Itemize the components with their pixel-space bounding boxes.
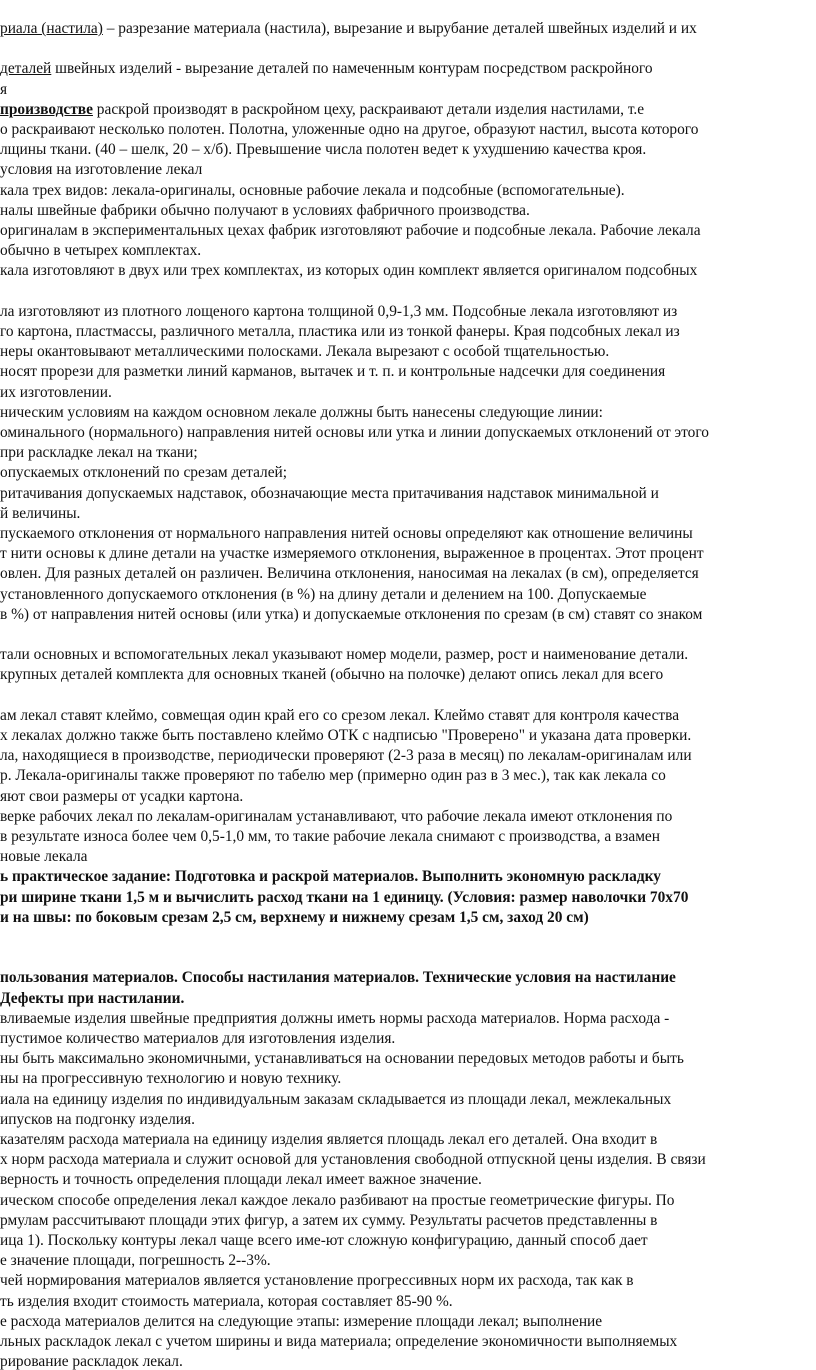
line-text: ам лекал ставят клеймо, совмещая один край его со срезом лекал. Клеймо ставят для контроля качества (0, 706, 680, 724)
text-line (0, 846, 87, 869)
line-text: опускаемых отклонений по срезам деталей; (0, 464, 288, 482)
line-text: и на швы: по боковым срезам 2,5 см, верхнему и нижнему срезам 1,5 см, заход 20 см) (0, 908, 589, 926)
line-text: лщины ткани. (40 – шелк, 20 – х/б). Превышение числа полотен ведет к ухудшению качества кроя. (0, 141, 647, 159)
underlined-term: риала (настила) (0, 20, 103, 37)
line-text: крупных деталей комплекта для основных тканей (обычно на полочке) делают опись лекал для всего (0, 666, 664, 684)
text-line (0, 604, 702, 627)
underlined-term: деталей (0, 60, 52, 78)
line-text: рирование раскладок лекал. (0, 1353, 183, 1370)
text-line (0, 260, 697, 283)
text-line (0, 1291, 453, 1314)
line-text: ри ширине ткани 1,5 м и вычислить расход ткани на 1 единицу. (Условия: размер наволочки 70х70 (0, 888, 689, 906)
line-text: т нити основы к длине детали на участке измеряемого отклонения, выраженное в процентах. Этот процент (0, 545, 704, 563)
text-line (0, 705, 679, 728)
text-line (0, 786, 243, 809)
line-text: условия на изготовление лекал (0, 161, 203, 179)
line-text: казателям расхода материала на единицу изделия является площадь лекал его деталей. Она входит в (0, 1131, 658, 1148)
text-line (0, 79, 7, 102)
line-text: ическом способе определения лекал каждое лекало разбивают на простые геометрические фигуры. По (0, 1191, 675, 1209)
text-line (0, 1169, 482, 1192)
line-text: установленного допускаемого отклонения (в %) на длину детали и делением на 100. Допускаемые (0, 585, 647, 603)
text-line (0, 1190, 674, 1213)
line-text: ны быть максимально экономичными, устанавливаться на основании передовых методов работы и быть (0, 1050, 684, 1068)
line-text: иала на единицу изделия по индивидуальным заказам складывается из площади лекал, межлекальных (0, 1090, 672, 1108)
line-text: овлен. Для разных деталей он различен. Величина отклонения, наносимая на лекалах (в см), определяется (0, 565, 699, 583)
line-text: при раскладке лекал на ткани; (0, 444, 198, 462)
line-text: ны на прогрессивную технологию и новую технику. (0, 1070, 342, 1088)
line-text: ла изготовляют из плотного лощеного картона толщиной 0,9-1,3 мм. Подсобные лекала изготовляют из (0, 302, 678, 320)
text-line (0, 988, 184, 1011)
text-line (0, 382, 112, 405)
line-text: оминального (нормального) направления нитей основы или утка и линии допускаемых отклонений от этого (0, 424, 709, 441)
text-line (0, 887, 688, 910)
text-line (0, 644, 688, 667)
line-text: швейных изделий - вырезание деталей по намеченным контурам посредством раскройного (51, 60, 653, 78)
line-text: оригиналам в экспериментальных цехах фабрик изготовляют рабочие и подсобные лекала. Рабочие лекала (0, 222, 701, 239)
line-text: Дефекты при настилании. (0, 989, 185, 1007)
text-line (0, 563, 699, 586)
line-text: кала изготовляют в двух или трех комплектах, из которых один комплект является оригиналом подсобных (0, 262, 698, 280)
text-line (0, 1149, 706, 1172)
text-line (0, 200, 530, 223)
line-text: льных раскладок лекал с учетом ширины и вида материала; определение экономичности выполняемых (0, 1333, 678, 1350)
line-text: ритачивания допускаемых надставок, обозначающие места притачивания надставок минимальной и (0, 484, 659, 502)
line-text: носят прорези для разметки линий карманов, вытачек и т. п. и контрольные надсечки для соединения (0, 363, 666, 381)
text-line (0, 341, 609, 364)
line-text: х норм расхода материала и служит основой для установления свободной отпускной цены изделия. В связи (0, 1151, 706, 1169)
line-text: ипусков на подгонку изделия. (0, 1110, 195, 1128)
line-text: ть изделия входит стоимость материала, которая составляет 85-90 %. (0, 1292, 453, 1310)
text-line (0, 1048, 684, 1071)
line-text: го картона, пластмассы, различного металла, пластика или из тонкой фанеры. Края подсобных лекал из (0, 323, 680, 340)
text-line (0, 18, 697, 41)
line-text: пользования материалов. Способы настилания материалов. Технические условия на настилание (0, 969, 676, 987)
line-text: вливаемые изделия швейные предприятия должны иметь нормы расхода материалов. Норма расхода - (0, 1009, 670, 1027)
text-line (0, 402, 603, 425)
line-text: е значение площади, погрешность 2--3%. (0, 1252, 271, 1270)
line-text: ла, находящиеся в производстве, периодически проверяют (2-3 раза в месяц) по лекалам-оригиналам или (0, 747, 692, 765)
line-text: кала трех видов: лекала-оригиналы, основные рабочие лекала и подсобные (вспомогательные). (0, 181, 625, 199)
underlined-term: производстве (0, 100, 93, 118)
text-line (0, 361, 665, 384)
text-line (0, 584, 646, 607)
text-line (0, 765, 666, 788)
line-text: в результате износа более чем 0,5-1,0 мм, то такие рабочие лекала снимают с производства, а взамен (0, 828, 660, 845)
text-line (0, 745, 692, 768)
text-line (0, 58, 653, 81)
line-text: обычно в четырех комплектах. (0, 242, 202, 260)
text-line (0, 907, 589, 930)
text-line (0, 826, 660, 849)
text-line (0, 483, 659, 506)
line-text: пустимое количество материалов для изготовления изделия. (0, 1030, 396, 1047)
text-line (0, 301, 677, 324)
line-text: их изготовлении. (0, 383, 112, 401)
line-text: пускаемого отклонения от нормального направления нитей основы определяют как отношение величины (0, 525, 693, 542)
line-text: раскрой производят в раскройном цеху, раскраивают детали изделия настилами, т.е (92, 100, 645, 118)
text-line (0, 1089, 671, 1112)
text-line (0, 664, 663, 687)
line-text: неры окантовывают металлическими полосками. Лекала вырезают с особой тщательностью. (0, 343, 610, 361)
line-text: й величины. (0, 504, 81, 522)
text-line (0, 1008, 669, 1031)
text-line (0, 1351, 183, 1370)
line-text: о раскраивают несколько полотен. Полотна, уложенные одно на другое, образуют настил, высота которого (0, 121, 699, 138)
text-line (0, 240, 201, 263)
line-text: верке рабочих лекал по лекалам-оригиналам устанавливают, что рабочие лекала имеют отклонения по (0, 807, 673, 825)
text-line (0, 543, 704, 566)
text-line (0, 442, 198, 465)
line-text: тали основных и вспомогательных лекал указывают номер модели, размер, рост и наименование детали. (0, 646, 689, 664)
text-line (0, 159, 202, 182)
line-text: чей нормирования материалов является установление прогрессивных норм их расхода, так как в (0, 1272, 634, 1290)
line-text: я (0, 80, 8, 98)
line-text: налы швейные фабрики обычно получают в условиях фабричного производства. (0, 201, 530, 219)
line-text: ническим условиям на каждом основном лекале должны быть нанесены следующие линии: (0, 403, 603, 421)
text-line (0, 503, 80, 526)
text-line (0, 806, 672, 829)
text-line (0, 1311, 602, 1334)
text-line (0, 866, 661, 889)
text-line (0, 967, 676, 990)
line-text: яют свои размеры от усадки картона. (0, 787, 244, 805)
text-line (0, 1270, 634, 1293)
text-line (0, 139, 646, 162)
text-line (0, 99, 644, 122)
text-line (0, 1068, 341, 1091)
text-line (0, 1109, 195, 1132)
line-text: в %) от направления нитей основы (или утка) и допускаемые отклонения по срезам (в см) ставят со знаком (0, 605, 703, 623)
line-text: р. Лекала-оригиналы также проверяют по табелю мер (примерно один раз в 3 мес.), так как лекала со (0, 767, 666, 785)
line-text: – разрезание материала (настила), вырезание и вырубание деталей швейных изделий и их (102, 20, 697, 37)
text-line (0, 180, 625, 203)
line-text: рмулам рассчитывают площади этих фигур, а затем их сумму. Результаты расчетов представленны в (0, 1211, 658, 1229)
text-line (0, 1210, 657, 1233)
line-text: ь практическое задание: Подготовка и раскрой материалов. Выполнить экономную раскладку (0, 868, 661, 886)
text-line (0, 1250, 271, 1273)
line-text: новые лекала (0, 848, 88, 866)
line-text: х лекалах должно также быть поставлено клеймо ОТК с надписью "Проверено" и указана дата проверки. (0, 727, 692, 744)
text-line (0, 462, 287, 485)
line-text: е расхода материалов делится на следующие этапы: измерение площади лекал; выполнение (0, 1312, 603, 1330)
line-text: ица 1). Поскольку контуры лекал чаще всего име-ют сложную конфигурацию, данный способ дает (0, 1232, 648, 1249)
line-text: верность и точность определения площади лекал имеет важное значение. (0, 1171, 482, 1189)
